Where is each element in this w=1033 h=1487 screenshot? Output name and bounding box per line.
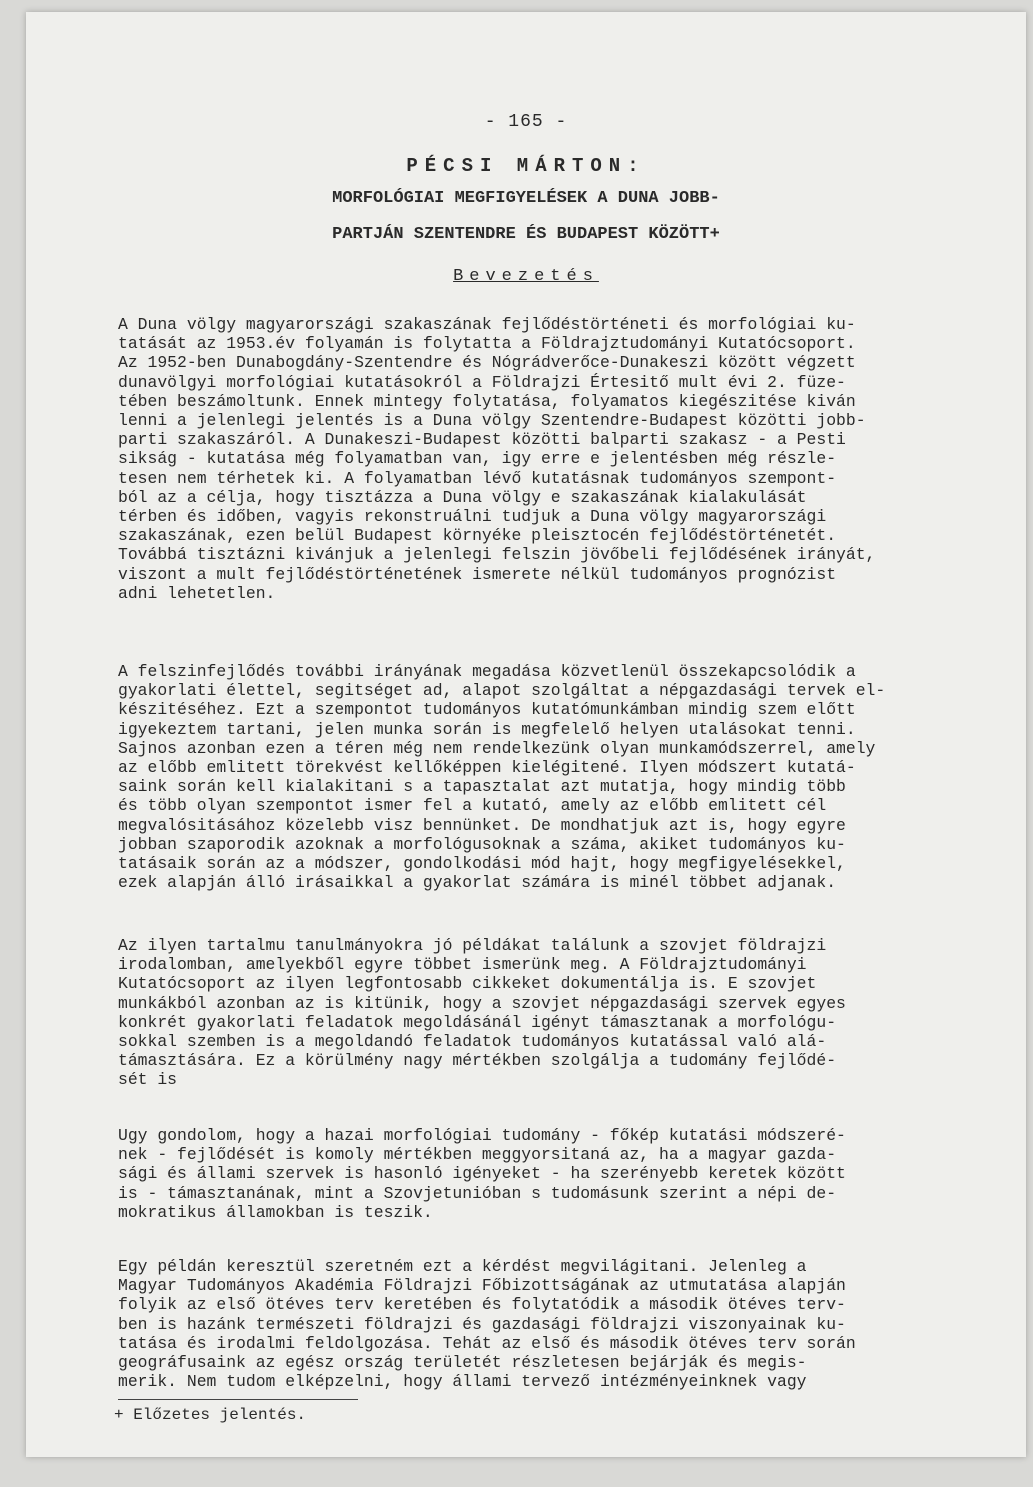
paragraph-5: Egy példán keresztül szeretném ezt a kérdést megvilágitani. Jelenleg a Magyar Tudományos Akadémia Földrajzi Főbizottságának az utmutatása alapján folyik az első ötéves terv keretében és folytatódik a második ötéves terv- ben is hazánk természeti földrajzi és gazdasági földrajzi viszonyainak ku- tatása és irodalmi feldolgozása. Tehát az első és második ötéves terv során geográfusaink az egész ország területét részletesen bejárják és megis- merik. Nem tudom elképzelni, hogy állami tervező intézményeinknek vagy — [118, 1257, 856, 1392]
title-line-2: PARTJÁN SZENTENDRE ÉS BUDAPEST KÖZÖTT+ — [332, 225, 720, 244]
footnote-rule — [118, 1399, 358, 1400]
title-line-1: MORFOLÓGIAI MEGFIGYELÉSEK A DUNA JOBB- — [332, 189, 720, 208]
document-page — [26, 12, 1026, 1457]
section-heading: Bevezetés — [453, 267, 599, 286]
page-number: - 165 - — [484, 112, 568, 132]
paragraph-2: A felszinfejlődés további irányának megadása közvetlenül összekapcsolódik a gyakorlati élettel, segitséget ad, alapot szolgáltat a népgazdasági tervek el- készitéséhez. Ezt a szempontot tudományos kutatómunkámban mindig szem előtt igyekeztem tartani, jelen munka során is megfelelő helyen utalásokat tenni. Sajnos azonban ezen a téren még nem rendelkezünk olyan munkamódszerrel, amely az előbb emlitett törekvést kellőképpen kielégitené. Ilyen módszert kutatá- saink során kell kialakitani s a tapasztalat azt mutatja, hogy mindig több és több olyan szempontot ismer fel a kutató, amely az előbb emlitett cél megvalósitásához közelebb visz bennünket. De mondhatjuk azt is, hogy egyre jobban szaporodik azoknak a morfológusoknak a száma, akiket tudományos ku- tatásaik során az a módszer, gondolkodási mód hajt, hogy megfigyelésekkel, ezek alapján álló irásaikkal a gyakorlat számára is minél többet adjanak. — [118, 662, 886, 893]
footnote: + Előzetes jelentés. — [114, 1406, 307, 1424]
paragraph-4: Ugy gondolom, hogy a hazai morfológiai tudomány - főkép kutatási módszeré- nek - fejlődését is komoly mértékben meggyorsitaná az, ha a magyar gazda- sági és állami szervek is hasonló igényeket - ha szerényebb keretek között is - támasztanának, mint a Szovjetunióban s tudomásunk szerint a népi de- mokratikus államokban is teszik. — [118, 1126, 846, 1222]
paragraph-3: Az ilyen tartalmu tanulmányokra jó példákat találunk a szovjet földrajzi irodalomban, amelyekből egyre többet ismerünk meg. A Földrajztudományi Kutatócsoport az ilyen legfontosabb cikkeket dokumentálja is. E szovjet munkákból azonban az is kitünik, hogy a szovjet népgazdasági szervek egyes konkrét gyakorlati feladatok megoldásánál igényt támasztanak a morfológu- sokkal szemben is a megoldandó feladatok tudományos kutatással való alá- támasztására. Ez a körülmény nagy mértékben szolgálja a tudomány fejlődé- sét is — [118, 936, 846, 1090]
paragraph-1: A Duna völgy magyarországi szakaszának fejlődéstörténeti és morfológiai ku- tatását az 1953.év folyamán is folytatta a Földrajztudományi Kutatócsoport. Az 1952-ben Dunabogdány-Szentendre és Nógrádverőce-Dunakeszi között végzett dunavölgyi morfológiai kutatásokról a Földrajzi Értesitő mult évi 2. füze- tében beszámoltunk. Ennek mintegy folytatása, folyamatos kiegészitése kiván lenni a jelenlegi jelentés is a Duna völgy Szentendre-Budapest közötti jobb- parti szakaszáról. A Dunakeszi-Budapest közötti balparti szakasz - a Pesti sikság - kutatása még folyamatban van, igy erre e jelentésben még részle- tesen nem térhetek ki. A folyamatban lévő kutatásnak tudományos szempont- ból az a célja, hogy tisztázza a Duna völgy e szakaszának kialakulását térben és időben, vagyis rekonstruálni tudjuk a Duna völgy magyarországi szakaszának, ezen belül Budapest környéke pleisztocén fejlődéstörténetét. Továbbá tisztázni kivánjuk a jelenlegi felszin jövőbeli fejlődésének irányát, viszont a mult fejlődéstörténetének ismerete nélkül tudományos prognózist adni lehetetlen. — [118, 315, 876, 603]
author-name: PÉCSI MÁRTON: — [406, 155, 646, 177]
